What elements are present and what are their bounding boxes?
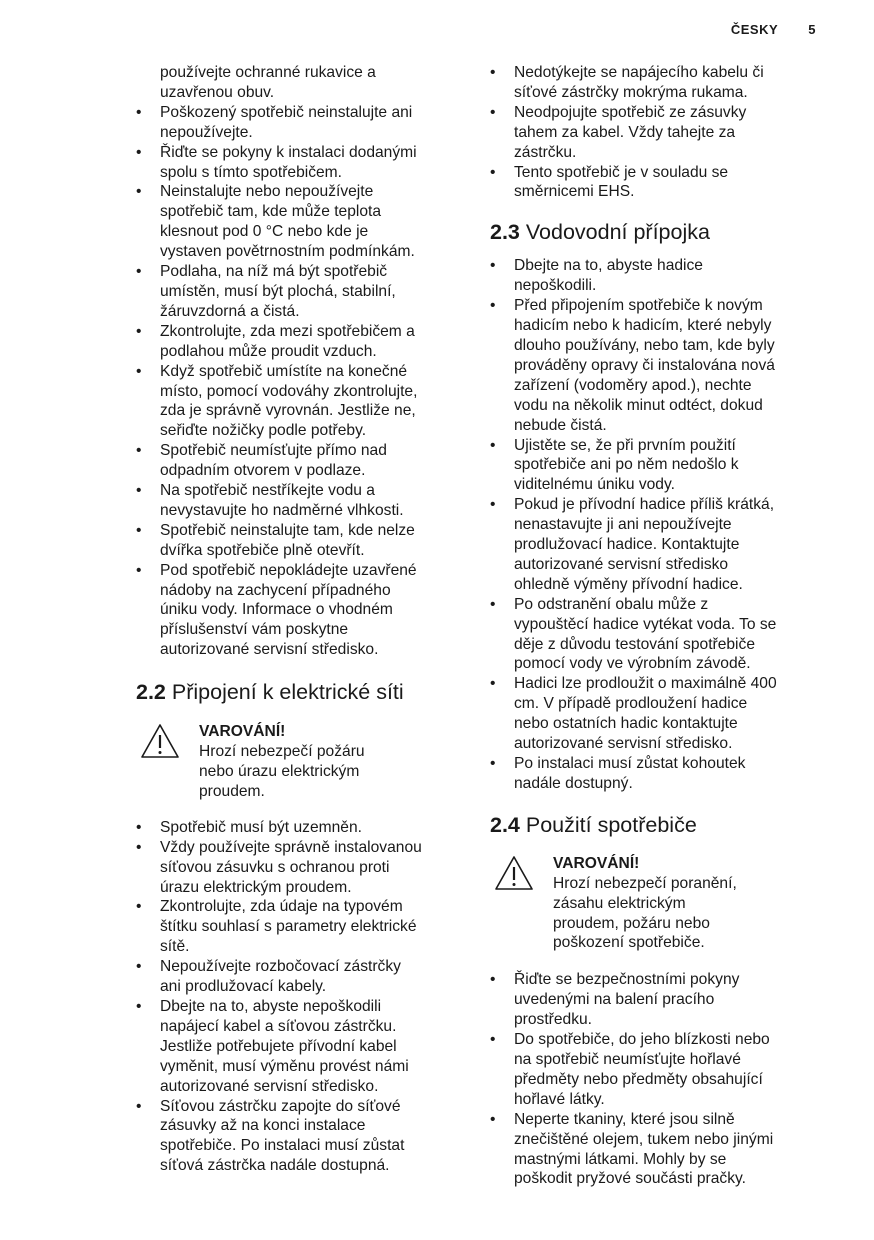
list-item-text: Vždy používejte správně instalovanou: [160, 838, 422, 856]
list-item-text: mastnými látkami. Mohly by se: [514, 1150, 727, 1168]
bullet-icon: •: [490, 1031, 496, 1049]
list-item-text: žáruvzdorná a čistá.: [160, 302, 300, 320]
list-item-text: předměty nebo předměty obsahující: [514, 1070, 763, 1088]
bullet-icon: •: [136, 561, 142, 579]
warning-text: nebo úrazu elektrickým: [199, 763, 360, 780]
list-item: [136, 182, 461, 262]
list-item-text: Do spotřebiče, do jeho blízkosti nebo: [514, 1031, 770, 1049]
list-item: [490, 1110, 820, 1190]
list-item: [136, 481, 461, 521]
list-item: [136, 1097, 461, 1177]
list-item-text: na spotřebič neumísťujte hořlavé: [514, 1050, 741, 1068]
list-item-text: nebude čistá.: [514, 416, 607, 434]
list-item-text: směrnicemi EHS.: [514, 183, 635, 201]
list-item-text: hadicím nebo k hadicím, které nebyly: [514, 317, 772, 335]
list-item: [490, 970, 820, 1030]
bullet-icon: •: [136, 521, 142, 539]
bullet-icon: •: [490, 675, 496, 693]
list-item-text: spotřebiče. Po instalaci musí zůstat: [160, 1137, 405, 1155]
list-item-text: klesnout pod 0 °C nebo kde je: [160, 223, 369, 241]
list-item-text: Na spotřebič nestříkejte vodu a: [160, 482, 375, 500]
bullet-icon: •: [136, 263, 142, 281]
bullet-icon: •: [490, 163, 496, 181]
left-column: [136, 63, 461, 1176]
list-item-text: děje z důvodu testování spotřebiče: [514, 635, 755, 653]
list-item-text: dlouho používány, nebo tam, kde byly: [514, 336, 775, 354]
bullet-icon: •: [136, 183, 142, 201]
list-item-text: Řiďte se bezpečnostními pokyny: [514, 971, 740, 989]
list-item-text: autorizované servisní středisko.: [160, 1077, 379, 1095]
bullet-icon: •: [136, 958, 142, 976]
list-item-text: dvířka spotřebiče plně otevřít.: [160, 541, 365, 559]
list-item-text: Podlaha, na níž má být spotřebič: [160, 263, 388, 281]
safety-list-continued: [490, 63, 820, 202]
list-item-text: viditelnému úniku vody.: [514, 476, 675, 494]
list-item-text: vypouštěcí hadice vytékat voda. To se: [514, 615, 777, 633]
page-header: [731, 22, 816, 37]
list-item-text: úniku vody. Informace o vhodném: [160, 601, 393, 619]
list-item-text: tahem za kabel. Vždy tahejte za: [514, 123, 736, 141]
bullet-icon: •: [136, 143, 142, 161]
bullet-icon: •: [490, 257, 496, 275]
warning-title: VAROVÁNÍ!: [199, 723, 286, 741]
list-item-text: nenastavujte ji ani nepoužívejte: [514, 516, 732, 534]
page-number: 5: [808, 22, 816, 37]
list-item: [490, 436, 820, 496]
list-item-text: prodlužovací hadice. Kontaktujte: [514, 536, 740, 554]
safety-list: [136, 103, 461, 660]
list-item-text: Spotřebič neinstalujte tam, kde nelze: [160, 521, 415, 539]
list-item-text: zásuvky až na konci instalace: [160, 1117, 366, 1135]
list-item: [136, 897, 461, 957]
list-item-text: Spotřebič neumísťujte přímo nad: [160, 442, 387, 460]
bullet-icon: •: [136, 362, 142, 380]
list-item-text: síťová zástrčka nadále dostupná.: [160, 1157, 390, 1175]
list-item-text: nadále dostupný.: [514, 774, 633, 792]
list-item-text: zástrčku.: [514, 143, 577, 161]
list-item-text: štítku souhlasí s parametry elektrické: [160, 918, 417, 936]
list-item-text: prováděny opravy či instalována nová: [514, 356, 775, 374]
bullet-icon: •: [490, 1110, 496, 1128]
warning-triangle-icon: [494, 855, 534, 891]
list-item-text: vyměnit, musí výměnu provést námi: [160, 1057, 409, 1075]
list-item: [490, 256, 820, 296]
language-label: ČESKY: [730, 22, 779, 37]
list-item-text: Dbejte na to, abyste nepoškodili: [160, 997, 382, 1015]
list-item-text: spolu s tímto spotřebičem.: [160, 163, 343, 181]
warning-box: [490, 854, 820, 954]
water-connection-list: [490, 256, 820, 793]
section-heading-2-4: 2.4 Použití spotřebiče: [490, 812, 697, 837]
list-item-text: ani prodlužovací kabely.: [160, 978, 327, 996]
list-item-text: Spotřebič musí být uzemněn.: [160, 818, 362, 836]
list-item-text: Zkontrolujte, zda mezi spotřebičem a: [160, 322, 415, 340]
list-item-text: zda je správně vyrovnán. Jestliže ne,: [160, 402, 416, 420]
list-item: [490, 63, 820, 103]
list-item-text: nádoby na zachycení případného: [160, 581, 391, 599]
list-item: [136, 838, 461, 898]
list-item-text: síťové zástrčky mokrýma rukama.: [514, 83, 748, 101]
list-item-text: Řiďte se pokyny k instalaci dodanými: [160, 143, 417, 161]
list-item-text: cm. V případě prodloužení hadice: [514, 695, 748, 713]
list-item-text: Jestliže potřebujete přívodní kabel: [160, 1037, 397, 1055]
list-item-text: umístěn, musí být plochá, stabilní,: [160, 282, 396, 300]
bullet-icon: •: [490, 103, 496, 121]
list-item-text: napájecí kabel a síťovou zástrčku.: [160, 1017, 397, 1035]
list-item-text: uvedenými na balení pracího: [514, 991, 715, 1009]
list-item-text: nepoužívejte.: [160, 123, 253, 141]
bullet-icon: •: [136, 997, 142, 1015]
list-item-text: autorizované servisní středisko.: [160, 641, 379, 659]
list-item-text: Neinstalujte nebo nepoužívejte: [160, 183, 374, 201]
warning-text: Hrozí nebezpečí požáru: [199, 743, 365, 761]
list-item-text: vystaven povětrnostním podmínkám.: [160, 243, 415, 261]
usage-list: [490, 970, 820, 1189]
list-item: [490, 296, 820, 435]
list-item-text: odpadním otvorem v podlaze.: [160, 462, 366, 480]
warning-text: proudem.: [199, 782, 265, 800]
warning-text: Hrozí nebezpečí poranění,: [553, 874, 737, 892]
list-item-text: Tento spotřebič je v souladu se: [514, 163, 729, 181]
bullet-icon: •: [490, 297, 496, 315]
bullet-icon: •: [136, 442, 142, 460]
warning-triangle-icon: [140, 723, 180, 759]
list-item-text: zařízení (vodoměry apod.), nechte: [514, 376, 752, 394]
list-item-text: Nedotýkejte se napájecího kabelu či: [514, 64, 764, 81]
list-item-text: síťovou zásuvku s ochranou proti: [160, 858, 390, 876]
bullet-icon: •: [136, 322, 142, 340]
list-item-text: Po odstranění obalu může z: [514, 595, 709, 613]
list-item: [136, 997, 461, 1097]
list-item-text: pomocí vody ve výrobním závodě.: [514, 655, 751, 673]
list-item: [136, 143, 461, 183]
warning-box: [136, 722, 461, 802]
list-item: [490, 674, 820, 754]
bullet-icon: •: [490, 436, 496, 454]
list-item-text: Poškozený spotřebič neinstalujte ani: [160, 103, 413, 121]
right-column: [490, 63, 820, 1189]
bullet-icon: •: [490, 971, 496, 989]
list-item: [136, 818, 461, 838]
list-item: [136, 561, 461, 661]
list-item-text: spotřebič tam, kde může teplota: [160, 203, 382, 221]
list-item-text: Síťovou zástrčku zapojte do síťové: [160, 1097, 401, 1115]
bullet-icon: •: [490, 595, 496, 613]
list-item: [136, 103, 461, 143]
list-item-text: Ujistěte se, že při prvním použití: [514, 436, 736, 454]
list-item: [136, 441, 461, 481]
continued-list-text: používejte ochranné rukavice a uzavřenou obuv.: [160, 64, 376, 101]
list-item-text: vodu na několik minut odtéct, dokud: [514, 396, 763, 414]
list-item-text: poškodit pryžové součásti pračky.: [514, 1170, 746, 1188]
list-item-text: podlahou může proudit vzduch.: [160, 342, 377, 360]
list-item: [136, 957, 461, 997]
list-item-text: ohledně výměny přívodní hadice.: [514, 575, 743, 593]
section-heading-2-2: 2.2 Připojení k elektrické síti: [136, 680, 404, 705]
list-item: [490, 595, 820, 675]
list-item: [136, 521, 461, 561]
list-item: [490, 495, 820, 595]
bullet-icon: •: [136, 898, 142, 916]
bullet-icon: •: [136, 818, 142, 836]
bullet-icon: •: [136, 482, 142, 500]
list-item: [136, 362, 461, 442]
list-item-text: spotřebiče ani po něm nedošlo k: [514, 456, 739, 474]
list-item-text: Pod spotřebič nepokládejte uzavřené: [160, 561, 417, 579]
list-item: [136, 322, 461, 362]
list-item-text: Pokud je přívodní hadice příliš krátká,: [514, 496, 775, 514]
list-item-text: příslušenství vám poskytne: [160, 621, 349, 639]
list-item-text: autorizované servisní středisko: [514, 555, 729, 573]
bullet-icon: •: [136, 838, 142, 856]
section-heading-2-3: 2.3 Vodovodní přípojka: [490, 220, 710, 245]
list-item-text: Nepoužívejte rozbočovací zástrčky: [160, 958, 401, 976]
list-item-text: prostředku.: [514, 1011, 593, 1029]
list-item: [490, 754, 820, 794]
bullet-icon: •: [136, 1097, 142, 1115]
list-item-text: místo, pomocí vodováhy zkontrolujte,: [160, 382, 418, 400]
list-item-text: nepoškodili.: [514, 277, 597, 295]
list-item-text: Dbejte na to, abyste hadice: [514, 257, 703, 275]
list-item-text: Neperte tkaniny, které jsou silně: [514, 1110, 735, 1128]
warning-text: zásahu elektrickým: [553, 894, 686, 912]
bullet-icon: •: [490, 755, 496, 772]
list-item-text: nevystavujte ho nadměrné vlhkosti.: [160, 501, 404, 519]
bullet-icon: •: [490, 496, 496, 514]
list-item: [490, 1030, 820, 1110]
electrical-list: [136, 818, 461, 1176]
list-item: [490, 163, 820, 203]
warning-title: VAROVÁNÍ!: [553, 854, 640, 872]
list-item-text: Hadici lze prodloužit o maximálně 400: [514, 675, 777, 693]
list-item-text: sítě.: [160, 938, 190, 956]
list-item-text: Před připojením spotřebiče k novým: [514, 297, 763, 315]
warning-text: proudem, požáru nebo: [553, 914, 710, 932]
bullet-icon: •: [136, 103, 142, 121]
list-item-text: hořlavé látky.: [514, 1090, 605, 1108]
list-item-text: Neodpojujte spotřebič ze zásuvky: [514, 103, 747, 121]
list-item-text: seřiďte nožičky podle potřeby.: [160, 422, 367, 440]
list-item-text: znečištěné olejem, tukem nebo jinými: [514, 1130, 774, 1148]
list-item-text: úrazu elektrickým proudem.: [160, 878, 352, 896]
bullet-icon: •: [490, 64, 496, 81]
list-item-text: Zkontrolujte, zda údaje na typovém: [160, 898, 403, 916]
warning-text: poškození spotřebiče.: [553, 934, 705, 952]
list-item-text: nebo ostatních hadic kontaktujte: [514, 715, 738, 733]
list-item-text: Po instalaci musí zůstat kohoutek: [514, 755, 746, 772]
list-item-text: Když spotřebič umístíte na konečné: [160, 362, 408, 380]
list-item: [136, 262, 461, 322]
list-item-text: autorizované servisní středisko.: [514, 735, 733, 753]
list-item: [490, 103, 820, 163]
